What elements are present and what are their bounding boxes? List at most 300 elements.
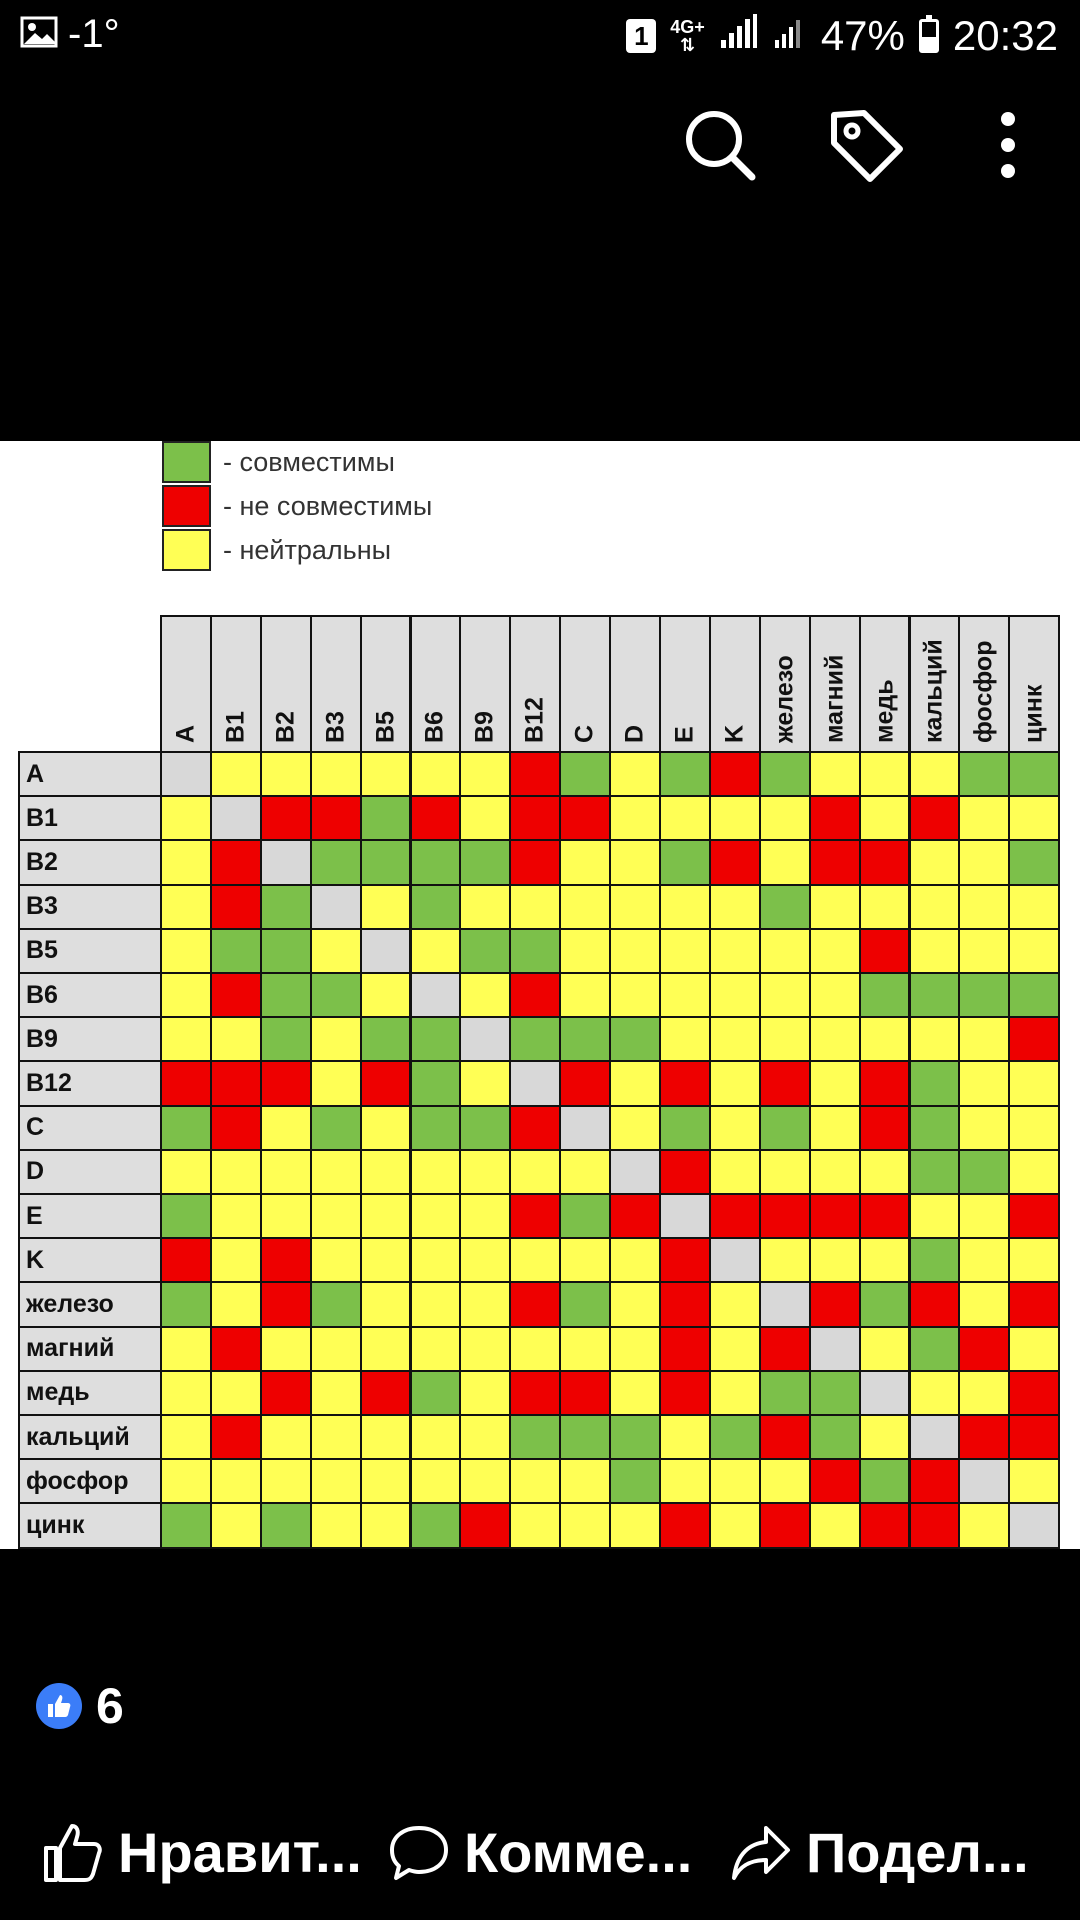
table-cell [609, 1060, 661, 1106]
column-header-label: кальций [919, 639, 948, 743]
table-cell [958, 1193, 1010, 1239]
row-header: цинк [18, 1502, 162, 1548]
more-vert-icon[interactable] [970, 105, 1050, 185]
table-cell [459, 1149, 511, 1195]
table-cell [160, 972, 212, 1018]
table-cell [609, 1105, 661, 1151]
table-cell [709, 1237, 761, 1283]
table-cell [360, 1414, 412, 1460]
tag-icon[interactable] [826, 105, 906, 185]
table-cell [659, 839, 711, 885]
table-cell [759, 928, 811, 974]
table-cell [260, 884, 312, 930]
table-cell [709, 1326, 761, 1372]
table-cell [559, 1060, 611, 1106]
table-cell [459, 1414, 511, 1460]
table-cell [1008, 1281, 1060, 1327]
table-cell [160, 1414, 212, 1460]
table-cell [809, 1193, 861, 1239]
table-cell [160, 928, 212, 974]
column-header-label: B6 [420, 711, 449, 743]
column-header [709, 615, 761, 753]
table-cell [559, 1149, 611, 1195]
table-cell [360, 884, 412, 930]
signal-icon [719, 12, 759, 60]
table-cell [459, 1237, 511, 1283]
table-cell [260, 1149, 312, 1195]
table-cell [210, 1149, 262, 1195]
gallery-notification-icon [20, 16, 58, 53]
table-cell [609, 1193, 661, 1239]
table-cell [509, 1281, 561, 1327]
legend-swatch [162, 529, 211, 571]
table-cell [659, 1105, 711, 1151]
table-cell [559, 884, 611, 930]
table-cell [160, 1193, 212, 1239]
column-header [958, 615, 1010, 753]
table-cell [659, 1149, 711, 1195]
table-cell [459, 884, 511, 930]
table-cell [509, 1060, 561, 1106]
table-cell [360, 1281, 412, 1327]
row-header: фосфор [18, 1458, 162, 1504]
table-cell [260, 1281, 312, 1327]
table-cell [210, 1016, 262, 1062]
table-cell [1008, 884, 1060, 930]
table-cell [809, 839, 861, 885]
column-header-label: B9 [470, 711, 499, 743]
battery-icon [919, 19, 939, 53]
table-cell [559, 1237, 611, 1283]
table-cell [659, 1060, 711, 1106]
table-cell [759, 751, 811, 797]
table-cell [659, 1281, 711, 1327]
table-cell [410, 928, 462, 974]
column-header [859, 615, 911, 753]
table-cell [759, 1193, 811, 1239]
table-cell [310, 1193, 362, 1239]
table-cell [958, 1414, 1010, 1460]
table-cell [160, 1060, 212, 1106]
table-cell [1008, 1193, 1060, 1239]
legend-label: - не совместимы [223, 490, 433, 521]
table-cell [509, 1016, 561, 1062]
table-cell [809, 1149, 861, 1195]
table-cell [609, 1237, 661, 1283]
table-cell [260, 1105, 312, 1151]
table-cell [260, 751, 312, 797]
table-cell [260, 1193, 312, 1239]
table-cell [709, 1281, 761, 1327]
table-cell [559, 1326, 611, 1372]
table-cell [759, 1060, 811, 1106]
table-cell [609, 1458, 661, 1504]
table-cell [859, 839, 911, 885]
table-cell [559, 1370, 611, 1416]
table-cell [459, 1016, 511, 1062]
table-cell [210, 1502, 262, 1548]
table-cell [410, 884, 462, 930]
column-header-label: фосфор [969, 640, 998, 743]
table-cell [709, 1458, 761, 1504]
table-cell [559, 928, 611, 974]
table-cell [210, 928, 262, 974]
table-cell [759, 1458, 811, 1504]
table-cell [160, 1281, 212, 1327]
table-cell [759, 972, 811, 1018]
table-cell [410, 1149, 462, 1195]
table-cell [559, 795, 611, 841]
table-cell [559, 972, 611, 1018]
table-cell [210, 972, 262, 1018]
column-header [509, 615, 561, 753]
row-header: кальций [18, 1414, 162, 1460]
table-cell [909, 1237, 961, 1283]
table-cell [759, 1502, 811, 1548]
column-header-label: D [620, 724, 649, 743]
battery-percent: 47% [820, 12, 905, 59]
table-cell [260, 1502, 312, 1548]
table-cell [310, 795, 362, 841]
table-cell [509, 928, 561, 974]
table-cell [210, 751, 262, 797]
legend-swatch [162, 485, 211, 527]
table-cell [609, 795, 661, 841]
column-header [160, 615, 212, 753]
table-cell [709, 1060, 761, 1106]
table-cell [709, 1016, 761, 1062]
table-cell [360, 1237, 412, 1283]
table-cell [609, 839, 661, 885]
table-cell [859, 751, 911, 797]
table-cell [709, 751, 761, 797]
table-cell [859, 1370, 911, 1416]
table-cell [958, 972, 1010, 1018]
table-cell [1008, 1237, 1060, 1283]
column-header [410, 615, 462, 753]
table-cell [759, 1370, 811, 1416]
table-cell [509, 1105, 561, 1151]
table-cell [509, 839, 561, 885]
table-cell [859, 1105, 911, 1151]
table-cell [260, 795, 312, 841]
table-cell [360, 839, 412, 885]
table-cell [958, 839, 1010, 885]
table-cell [809, 1326, 861, 1372]
signal-2-icon [773, 12, 807, 60]
table-cell [360, 1370, 412, 1416]
table-cell [809, 1105, 861, 1151]
table-cell [809, 884, 861, 930]
table-cell [859, 928, 911, 974]
table-cell [609, 1281, 661, 1327]
comment-button[interactable] [388, 1820, 692, 1885]
table-cell [759, 1326, 811, 1372]
table-cell [909, 1105, 961, 1151]
table-cell [410, 1237, 462, 1283]
table-cell [410, 839, 462, 885]
table-cell [609, 1149, 661, 1195]
table-cell [759, 1414, 811, 1460]
row-header: K [18, 1237, 162, 1283]
legend-item-neutral [162, 529, 391, 571]
table-cell [509, 1193, 561, 1239]
row-header: магний [18, 1326, 162, 1372]
table-cell [210, 1281, 262, 1327]
table-cell [360, 1458, 412, 1504]
table-cell [609, 928, 661, 974]
table-cell [160, 1237, 212, 1283]
table-cell [909, 1281, 961, 1327]
table-cell [509, 795, 561, 841]
share-button[interactable] [730, 1820, 1029, 1885]
column-header [559, 615, 611, 753]
table-cell [958, 1060, 1010, 1106]
column-header [759, 615, 811, 753]
table-cell [759, 884, 811, 930]
table-cell [559, 839, 611, 885]
table-cell [958, 884, 1010, 930]
comment-icon [388, 1822, 450, 1884]
table-cell [859, 1193, 911, 1239]
column-header [909, 615, 961, 753]
table-cell [958, 1149, 1010, 1195]
table-cell [310, 1502, 362, 1548]
table-cell [659, 884, 711, 930]
table-cell [909, 1149, 961, 1195]
reactions-summary[interactable] [36, 1677, 124, 1735]
legend-swatch [162, 441, 211, 483]
column-header-label: B1 [221, 711, 250, 743]
row-header: E [18, 1193, 162, 1239]
table-cell [310, 839, 362, 885]
table-cell [509, 1458, 561, 1504]
table-cell [459, 1060, 511, 1106]
row-header: B5 [18, 928, 162, 974]
table-cell [859, 1502, 911, 1548]
table-cell [659, 1237, 711, 1283]
table-cell [958, 1016, 1010, 1062]
table-cell [1008, 1016, 1060, 1062]
temperature: -1° [68, 12, 120, 56]
table-cell [1008, 751, 1060, 797]
table-cell [859, 1281, 911, 1327]
table-cell [210, 795, 262, 841]
column-header [809, 615, 861, 753]
table-cell [809, 751, 861, 797]
table-cell [160, 839, 212, 885]
table-cell [659, 751, 711, 797]
table-cell [909, 1370, 961, 1416]
table-cell [958, 1458, 1010, 1504]
table-cell [459, 795, 511, 841]
table-cell [310, 1237, 362, 1283]
search-icon[interactable] [680, 105, 760, 185]
table-cell [360, 1149, 412, 1195]
table-cell [160, 751, 212, 797]
table-cell [509, 972, 561, 1018]
row-header: C [18, 1105, 162, 1151]
table-cell [909, 795, 961, 841]
table-cell [260, 1414, 312, 1460]
table-cell [709, 884, 761, 930]
post-photo[interactable] [0, 441, 1080, 1549]
table-cell [659, 1458, 711, 1504]
table-cell [360, 1193, 412, 1239]
table-cell [559, 1414, 611, 1460]
table-cell [759, 839, 811, 885]
table-cell [559, 751, 611, 797]
table-cell [709, 839, 761, 885]
table-cell [909, 884, 961, 930]
table-cell [410, 1281, 462, 1327]
table-cell [310, 1060, 362, 1106]
table-cell [809, 1502, 861, 1548]
table-cell [559, 1502, 611, 1548]
table-cell [210, 1237, 262, 1283]
table-cell [410, 1060, 462, 1106]
table-cell [260, 972, 312, 1018]
table-cell [459, 1105, 511, 1151]
table-cell [609, 1370, 661, 1416]
table-cell [310, 1105, 362, 1151]
table-cell [509, 1149, 561, 1195]
table-cell [659, 1016, 711, 1062]
table-cell [410, 1458, 462, 1504]
row-header: B2 [18, 839, 162, 885]
table-cell [859, 1414, 911, 1460]
table-cell [160, 884, 212, 930]
table-cell [909, 928, 961, 974]
table-cell [160, 1326, 212, 1372]
table-cell [509, 884, 561, 930]
table-cell [410, 1370, 462, 1416]
table-cell [759, 795, 811, 841]
table-cell [459, 839, 511, 885]
table-cell [410, 1326, 462, 1372]
table-cell [410, 1016, 462, 1062]
table-cell [958, 1281, 1010, 1327]
column-header-label: A [171, 724, 200, 743]
table-cell [909, 751, 961, 797]
table-cell [410, 972, 462, 1018]
table-cell [659, 1414, 711, 1460]
column-header [659, 615, 711, 753]
status-bar-left [20, 12, 120, 57]
table-cell [659, 928, 711, 974]
table-cell [659, 795, 711, 841]
table-cell [958, 1370, 1010, 1416]
table-cell [559, 1016, 611, 1062]
legend-item-compatible [162, 441, 395, 483]
table-cell [360, 1060, 412, 1106]
action-bar [0, 1820, 1080, 1890]
table-cell [659, 1370, 711, 1416]
table-cell [210, 839, 262, 885]
table-cell [859, 884, 911, 930]
table-cell [310, 1458, 362, 1504]
column-header-label: магний [820, 654, 849, 743]
column-header-label: B2 [271, 711, 300, 743]
table-cell [809, 1414, 861, 1460]
table-cell [659, 1193, 711, 1239]
share-icon [730, 1822, 792, 1884]
clock: 20:32 [952, 12, 1058, 59]
table-cell [958, 751, 1010, 797]
table-cell [160, 1502, 212, 1548]
table-cell [310, 1149, 362, 1195]
table-cell [909, 1502, 961, 1548]
table-cell [160, 795, 212, 841]
table-cell [1008, 1105, 1060, 1151]
table-cell [809, 795, 861, 841]
table-cell [310, 1281, 362, 1327]
table-cell [709, 1105, 761, 1151]
column-header-label: B3 [321, 711, 350, 743]
row-header: железо [18, 1281, 162, 1327]
column-header [459, 615, 511, 753]
table-cell [809, 1016, 861, 1062]
sim-slot-badge: 1 [626, 19, 656, 53]
table-cell [559, 1281, 611, 1327]
table-cell [1008, 1149, 1060, 1195]
table-cell [459, 751, 511, 797]
table-cell [210, 1105, 262, 1151]
table-cell [410, 795, 462, 841]
column-header [1008, 615, 1060, 753]
network-type: 4G+ ⇅ [670, 17, 705, 55]
table-cell [310, 1326, 362, 1372]
table-cell [958, 795, 1010, 841]
table-cell [509, 751, 561, 797]
table-cell [809, 1281, 861, 1327]
table-cell [260, 839, 312, 885]
table-cell [360, 795, 412, 841]
row-header: B6 [18, 972, 162, 1018]
table-cell [958, 1237, 1010, 1283]
table-cell [659, 972, 711, 1018]
legend-label: - нейтральны [223, 534, 392, 565]
table-cell [210, 1326, 262, 1372]
table-cell [310, 884, 362, 930]
table-cell [759, 1281, 811, 1327]
table-cell [360, 1016, 412, 1062]
table-cell [709, 1149, 761, 1195]
table-cell [160, 1016, 212, 1062]
table-cell [659, 1502, 711, 1548]
table-cell [509, 1502, 561, 1548]
table-cell [559, 1193, 611, 1239]
table-cell [909, 1414, 961, 1460]
table-cell [310, 751, 362, 797]
table-cell [210, 1458, 262, 1504]
table-cell [759, 1016, 811, 1062]
table-cell [1008, 928, 1060, 974]
column-header [210, 615, 262, 753]
table-cell [310, 972, 362, 1018]
column-header-label: K [720, 724, 749, 743]
table-cell [459, 972, 511, 1018]
table-cell [1008, 1326, 1060, 1372]
legend-item-incompatible [162, 485, 432, 527]
table-cell [909, 839, 961, 885]
table-cell [759, 1105, 811, 1151]
table-cell [809, 1060, 861, 1106]
like-button[interactable] [42, 1820, 362, 1885]
table-cell [909, 1326, 961, 1372]
table-cell [709, 1414, 761, 1460]
table-cell [1008, 839, 1060, 885]
